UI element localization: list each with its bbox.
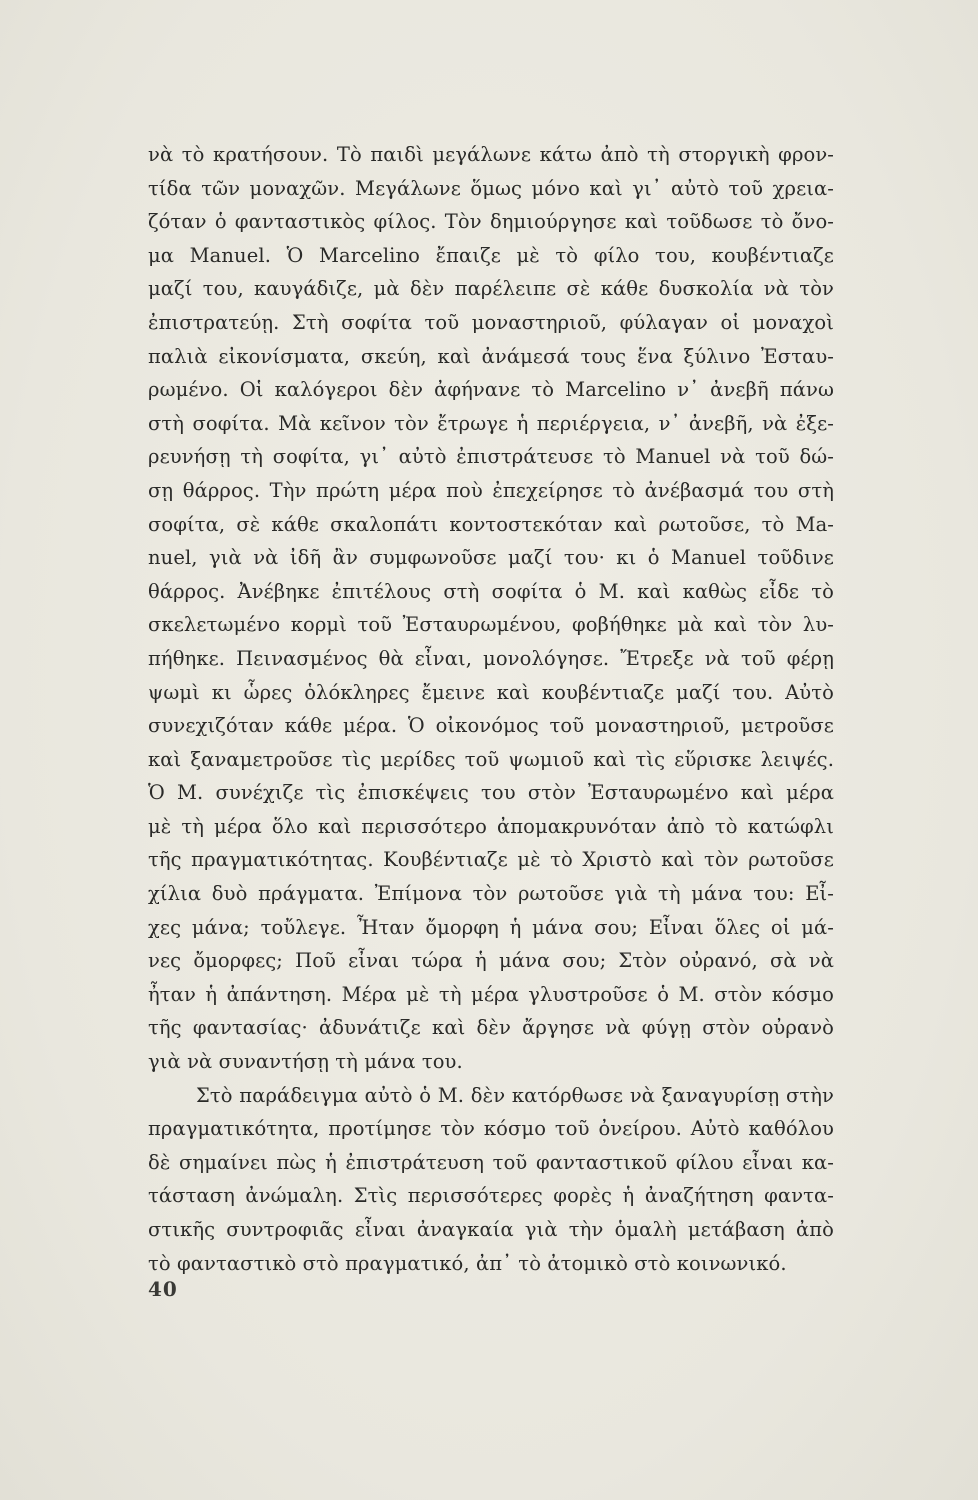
text-line: παλιὰ εἰκονίσματα, σκεύη, καὶ ἀνάμεσά τους ἕνα ξύλινο Ἐσταυ-: [148, 344, 834, 368]
text-line: συνεχιζόταν κάθε μέρα. Ὁ οἰκονόμος τοῦ μοναστηριοῦ, μετροῦσε: [148, 714, 834, 738]
paragraph-end-line: τὸ φανταστικὸ στὸ πραγματικό, ἀπ᾽ τὸ ἀτομικὸ στὸ κοινωνικό.: [148, 1251, 787, 1275]
text-line: nuel, γιὰ νὰ ἰδῆ ἂν συμφωνοῦσε μαζί του· κι ὁ Manuel τοῦδινε: [148, 546, 834, 570]
text-line: σοφίτα, σὲ κάθε σκαλοπάτι κοντοστεκόταν καὶ ρωτοῦσε, τὸ Ma-: [148, 512, 834, 536]
text-line: θάρρος. Ἀνέβηκε ἐπιτέλους στὴ σοφίτα ὁ Μ. καὶ καθὼς εἶδε τὸ: [148, 579, 834, 603]
page-number: 40: [148, 1277, 178, 1301]
text-line: ζόταν ὁ φανταστικὸς φίλος. Τὸν δημιούργησε καὶ τοῦδωσε τὸ ὄνο-: [148, 210, 834, 234]
text-line: τάσταση ἀνώμαλη. Στὶς περισσότερες φορὲς ἡ ἀναζήτηση φαντα-: [148, 1184, 834, 1208]
paragraph-end-line: γιὰ νὰ συναντήσῃ τὴ μάνα του.: [148, 1050, 463, 1074]
text-line: μαζί του, καυγάδιζε, μὰ δὲν παρέλειπε σὲ κάθε δυσκολία νὰ τὸν: [148, 277, 834, 301]
text-line: καὶ ξαναμετροῦσε τὶς μερίδες τοῦ ψωμιοῦ καὶ τὶς εὕρισκε λειψές.: [148, 747, 834, 771]
text-line: χες μάνα; τοὔλεγε. Ἦταν ὄμορφη ἡ μάνα σου; Εἶναι ὅλες οἱ μά-: [148, 915, 834, 939]
text-line: τῆς πραγματικότητας. Κουβέντιαζε μὲ τὸ Χριστὸ καὶ τὸν ρωτοῦσε: [148, 848, 834, 872]
text-line: μὲ τὴ μέρα ὅλο καὶ περισσότερο ἀπομακρυνόταν ἀπὸ τὸ κατώφλι: [148, 814, 834, 838]
text-line: δὲ σημαίνει πὼς ἡ ἐπιστράτευση τοῦ φανταστικοῦ φίλου εἶναι κα-: [148, 1150, 834, 1174]
text-line: στικῆς συντροφιᾶς εἶναι ἀναγκαία γιὰ τὴν ὁμαλὴ μετάβαση ἀπὸ: [148, 1218, 834, 1241]
text-line: πήθηκε. Πεινασμένος θὰ εἶναι, μονολόγησε. Ἔτρεξε νὰ τοῦ φέρῃ: [148, 646, 834, 670]
text-line: ἦταν ἡ ἀπάντηση. Μέρα μὲ τὴ μέρα γλυστροῦσε ὁ Μ. στὸν κόσμο: [148, 982, 834, 1006]
body-text: [148, 138, 834, 1280]
text-line: ρευνήσῃ τὴ σοφίτα, γι᾽ αὐτὸ ἐπιστράτευσε τὸ Manuel νὰ τοῦ δώ-: [148, 445, 834, 469]
text-line: νες ὄμορφες; Ποῦ εἶναι τώρα ἡ μάνα σου; Στὸν οὐρανό, σὰ νὰ: [148, 949, 834, 973]
text-line: τῆς φαντασίας· ἀδυνάτιζε καὶ δὲν ἄργησε νὰ φύγῃ στὸν οὐρανὸ: [148, 1016, 834, 1040]
text-line: ἐπιστρατεύῃ. Στὴ σοφίτα τοῦ μοναστηριοῦ, φύλαγαν οἱ μοναχοὶ: [148, 310, 834, 334]
text-line: ψωμὶ κι ὧρες ὁλόκληρες ἔμεινε καὶ κουβέντιαζε μαζί του. Αὐτὸ: [148, 680, 834, 704]
text-line: πραγματικότητα, προτίμησε τὸν κόσμο τοῦ ὀνείρου. Αὐτὸ καθόλου: [148, 1117, 834, 1141]
text-line: στὴ σοφίτα. Μὰ κεῖνον τὸν ἔτρωγε ἡ περιέργεια, ν᾽ ἀνεβῆ, νὰ ἐξε-: [148, 411, 834, 435]
text-line: σκελετωμένο κορμὶ τοῦ Ἐσταυρωμένου, φοβήθηκε μὰ καὶ τὸν λυ-: [148, 613, 834, 637]
text-line: νὰ τὸ κρατήσουν. Τὸ παιδὶ μεγάλωνε κάτω ἀπὸ τὴ στοργικὴ φρον-: [148, 143, 834, 166]
text-line: Ὁ Μ. συνέχιζε τὶς ἐπισκέψεις του στὸν Ἐσταυρωμένο καὶ μέρα: [148, 781, 834, 805]
text-line: τίδα τῶν μοναχῶν. Μεγάλωνε ὅμως μόνο καὶ γι᾽ αὐτὸ τοῦ χρεια-: [148, 176, 834, 200]
text-line: σῃ θάρρος. Τὴν πρώτη μέρα ποὺ ἐπεχείρησε τὸ ἀνέβασμά του στὴ: [148, 478, 834, 502]
text-line: μα Manuel. Ὁ Marcelino ἔπαιζε μὲ τὸ φίλο του, κουβέντιαζε: [148, 243, 834, 267]
paragraph-start-line: Στὸ παράδειγμα αὐτὸ ὁ Μ. δὲν κατόρθωσε νὰ ξαναγυρίσῃ στὴν: [196, 1083, 834, 1107]
text-line: ρωμένο. Οἱ καλόγεροι δὲν ἀφήνανε τὸ Marcelino ν᾽ ἀνεβῆ πάνω: [148, 378, 834, 402]
text-line: χίλια δυὸ πράγματα. Ἐπίμονα τὸν ρωτοῦσε γιὰ τὴ μάνα του: Εἶ-: [148, 882, 834, 906]
